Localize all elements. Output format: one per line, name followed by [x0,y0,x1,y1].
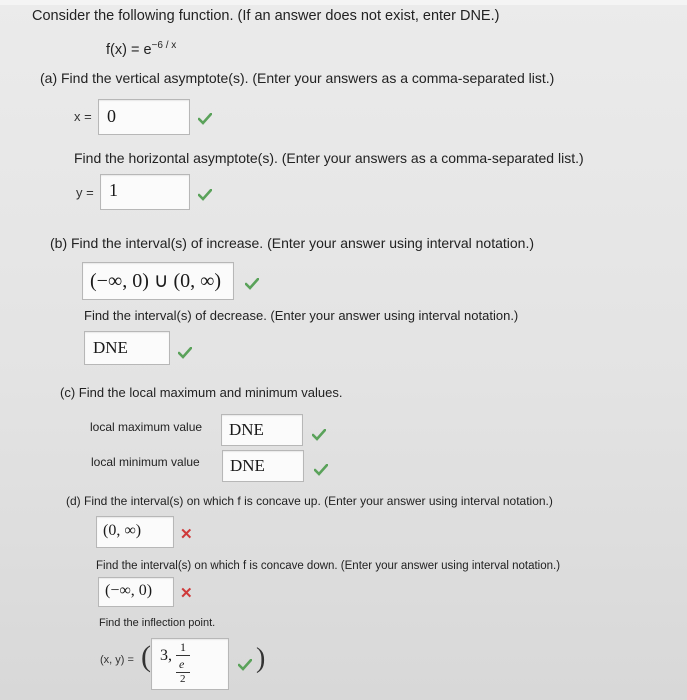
vertical-asymptote-value: 0 [107,106,116,126]
concave-up-value: (0, ∞) [103,522,142,539]
part-d-concave-down-prompt: Find the interval(s) on which f is concave down. (Enter your answer using interval notation.) [96,560,561,572]
concave-down-input[interactable] [98,577,174,607]
horizontal-asymptote-input[interactable] [100,174,190,210]
part-a-horizontal-prompt: Find the horizontal asymptote(s). (Enter your answers as a comma-separated list.) [74,150,584,166]
inflection-denominator: 2 [180,673,186,685]
incorrect-x-icon: ✕ [180,585,193,602]
inflection-x-value: 3, [160,647,172,664]
part-c-prompt: (c) Find the local maximum and minimum values. [60,385,343,400]
part-d-concave-up-prompt: (d) Find the interval(s) on which f is concave up. (Enter your answer using interval notation.) [66,494,553,508]
incorrect-x-icon: ✕ [180,526,193,543]
local-min-label: local minimum value [91,455,200,469]
correct-check-icon [238,659,252,671]
local-max-value: DNE [229,420,264,439]
problem-intro: Consider the following function. (If an answer does not exist, enter DNE.) [32,8,500,24]
correct-check-icon [312,429,326,441]
increase-interval-input[interactable] [82,262,234,300]
concave-down-value: (−∞, 0) [105,582,153,599]
vertical-label: x = [74,109,92,124]
part-b-decrease-prompt: Find the interval(s) of decrease. (Enter your answer using interval notation.) [84,308,519,323]
correct-check-icon [245,278,259,290]
inflection-point-input[interactable] [151,638,229,690]
function-exponent: −6 / x [151,40,177,51]
correct-check-icon [198,189,212,201]
increase-interval-value: (−∞, 0) ∪ (0, ∞) [90,270,222,292]
vertical-asymptote-input[interactable] [98,99,190,135]
inflection-label: (x, y) = [100,654,134,666]
inflection-numerator: 1 [180,640,186,654]
correct-check-icon [178,347,192,359]
local-min-input[interactable] [222,450,304,482]
concave-up-input[interactable] [96,516,174,548]
decrease-interval-value: DNE [93,338,128,357]
horizontal-asymptote-value: 1 [109,180,118,200]
local-max-label: local maximum value [90,420,203,434]
close-paren: ) [256,643,266,674]
local-max-input[interactable] [221,414,303,446]
correct-check-icon [314,464,328,476]
local-min-value: DNE [230,456,265,475]
inflection-mid: e [179,657,185,671]
decrease-interval-input[interactable] [84,331,170,365]
correct-check-icon [198,113,212,125]
part-b-increase-prompt: (b) Find the interval(s) of increase. (Enter your answer using interval notation.) [50,235,534,251]
function-lhs: f(x) = e [106,42,152,58]
open-paren: ( [141,640,151,673]
part-d-inflection-prompt: Find the inflection point. [99,617,216,629]
fraction-bar [176,655,190,656]
part-a-vertical-prompt: (a) Find the vertical asymptote(s). (Enter your answers as a comma-separated list.) [40,70,555,86]
horizontal-label: y = [76,185,94,200]
function-definition [106,40,176,58]
